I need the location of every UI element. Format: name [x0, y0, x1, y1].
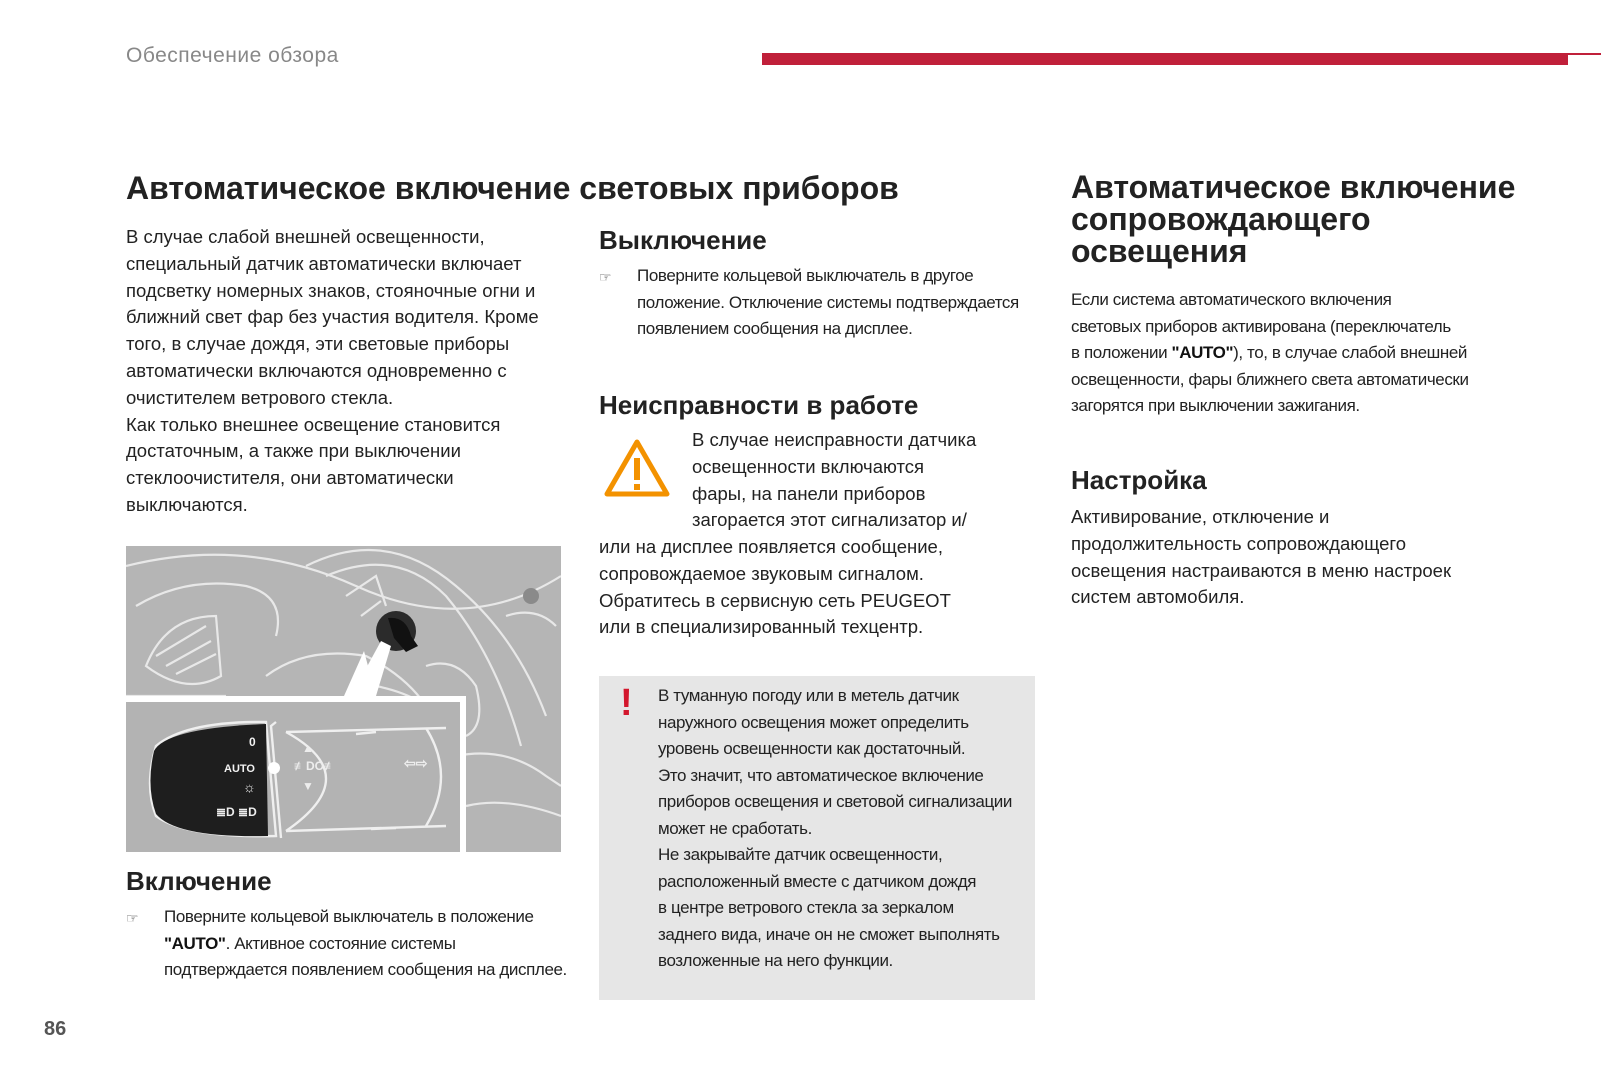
fog-light-icon: ≢DO≢: [294, 759, 336, 773]
settings-title: Настройка: [1071, 465, 1207, 495]
settings-line: систем автомобиля.: [1071, 586, 1245, 608]
intro-line: выключаются.: [126, 493, 248, 515]
intro-line: В случае слабой внешней освещенности,: [126, 226, 485, 247]
note-line: в центре ветрового стекла за зеркалом: [658, 898, 954, 917]
escort-text: в положении: [1071, 343, 1172, 362]
on-bullet-line: Поверните кольцевой выключатель в положение: [164, 907, 534, 926]
note-line: уровень освещенности как достаточный.: [658, 739, 966, 758]
off-bullet: [599, 263, 1039, 343]
note-line: может не сработать.: [658, 818, 812, 838]
intro-line: Как только внешнее освещение становится: [126, 413, 501, 435]
note-line: возложенные на него функции.: [658, 951, 893, 970]
note-line: расположенный вместе с датчиком дождя: [658, 871, 977, 891]
arrow-up-icon: ▲: [302, 741, 314, 755]
on-bullet: [126, 904, 586, 984]
off-title: Выключение: [599, 225, 767, 255]
fault-line: или на дисплее появляется сообщение,: [599, 536, 943, 557]
escort-title-line: Автоматическое включение: [1071, 169, 1516, 205]
escort-text: ), то, в случае слабой внешней: [1233, 343, 1468, 362]
off-bullet-line: положение. Отключение системы подтверждается: [637, 292, 1019, 312]
header-accent-bar: [762, 53, 1568, 65]
settings-line: продолжительность сопровождающего: [1071, 532, 1407, 554]
escort-title-line: освещения: [1071, 233, 1248, 269]
intro-line: очистителем ветрового стекла.: [126, 386, 394, 408]
fault-line: фары, на панели приборов: [692, 482, 926, 504]
stalk-label-indicators: ⇦⇨: [404, 755, 428, 771]
escort-line: световых приборов активирована (переключатель: [1071, 316, 1451, 336]
escort-line: освещенности, фары ближнего света автоматически: [1071, 369, 1469, 389]
intro-line: ближний свет фар без участия водителя. Кроме: [126, 306, 539, 328]
note-line: Не закрывайте датчик освещенности,: [658, 845, 943, 864]
auto-label: "AUTO": [164, 933, 226, 953]
off-bullet-line: Поверните кольцевой выключатель в другое: [637, 266, 974, 285]
fault-text-beside-icon: [692, 427, 1032, 534]
fault-line: загорается этот сигнализатор и/: [692, 509, 967, 531]
intro-line: достаточным, а также при выключении: [126, 440, 461, 462]
note-line: заднего вида, иначе он не сможет выполнять: [658, 924, 1000, 944]
stalk-label-off: 0: [249, 735, 256, 749]
hand-pointer-icon: ☞: [599, 269, 612, 285]
intro-line: стеклоочистителя, они автоматически: [126, 467, 454, 489]
intro-line: того, в случае дождя, эти световые приборы: [126, 333, 510, 355]
settings-line: освещения настраиваются в меню настроек: [1071, 559, 1452, 581]
section-header: Обеспечение обзора: [126, 44, 339, 67]
main-title: Автоматическое включение световых приборов: [126, 170, 899, 206]
arrow-down-icon: ▼: [302, 779, 314, 793]
fault-title: Неисправности в работе: [599, 390, 919, 420]
fault-line: Обратитесь в сервисную сеть PEUGEOT: [599, 589, 951, 611]
intro-line: специальный датчик автоматически включает: [126, 252, 522, 274]
intro-line: автоматически включаются одновременно с: [126, 359, 507, 381]
stalk-label-auto: AUTO: [224, 763, 255, 775]
settings-paragraph: [1071, 504, 1581, 611]
escort-line: загорятся при выключении зажигания.: [1071, 396, 1360, 415]
dashboard-illustration: [126, 546, 561, 852]
on-bullet-line: подтверждается появлением сообщения на дисплее.: [164, 960, 567, 979]
off-bullet-line: появлением сообщения на дисплее.: [637, 319, 913, 338]
fault-line: или в специализированный техцентр.: [599, 616, 924, 638]
warning-note-text: [658, 683, 1030, 975]
page-number: 86: [44, 1018, 67, 1040]
fault-text-full: [599, 534, 1039, 641]
dipped-beam-icon: ≣D ≣D: [216, 805, 257, 819]
fault-line: В случае неисправности датчика: [692, 429, 977, 450]
settings-line: Активирование, отключение и: [1071, 506, 1330, 527]
escort-paragraph: [1071, 287, 1571, 420]
note-line: наружного освещения может определить: [658, 712, 969, 732]
auto-label: "AUTO": [1171, 343, 1234, 362]
warning-triangle-icon: [604, 438, 670, 498]
header-accent-bar-tail: [1568, 53, 1601, 55]
note-line: приборов освещения и световой сигнализации: [658, 792, 1012, 811]
escort-lighting-title: [1071, 171, 1571, 267]
intro-paragraph: [126, 224, 576, 519]
fault-line: освещенности включаются: [692, 455, 924, 477]
on-title: Включение: [126, 866, 272, 896]
exclamation-icon: !: [620, 682, 633, 724]
intro-line: подсветку номерных знаков, стояночные огни и: [126, 279, 536, 301]
note-line: В туманную погоду или в метель датчик: [658, 686, 959, 705]
fault-line: сопровождаемое звуковым сигналом.: [599, 562, 924, 584]
note-line: Это значит, что автоматическое включение: [658, 765, 984, 785]
escort-title-line: сопровождающего: [1071, 201, 1371, 237]
escort-line: Если система автоматического включения: [1071, 290, 1392, 309]
hand-pointer-icon: ☞: [126, 910, 139, 926]
light-switch-diagram: [126, 546, 561, 852]
on-bullet-text: . Активное состояние системы: [225, 933, 456, 953]
stalk-label-sidelights: ☼: [243, 779, 256, 795]
